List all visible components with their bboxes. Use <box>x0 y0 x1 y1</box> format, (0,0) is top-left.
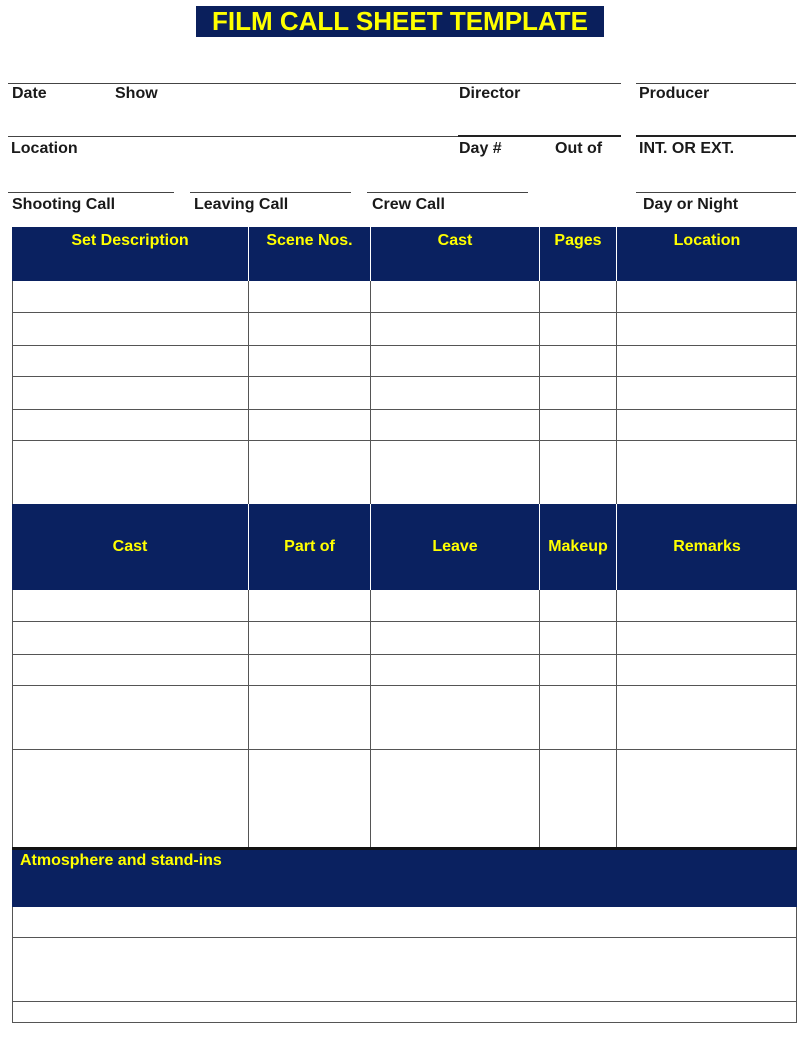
day-number-label: Day # <box>459 140 502 157</box>
header-scene-nos: Scene Nos. <box>249 227 371 281</box>
table-cell[interactable] <box>12 281 249 313</box>
row3-line-3 <box>367 192 528 193</box>
table-cell[interactable] <box>617 655 797 686</box>
table-cell[interactable] <box>12 346 249 377</box>
table-cell[interactable] <box>249 377 371 410</box>
row3-line-1 <box>8 192 174 193</box>
header-leave: Leave <box>371 504 540 590</box>
table-cell[interactable] <box>371 410 540 441</box>
table-cell[interactable] <box>371 590 540 622</box>
table-row[interactable] <box>12 750 797 847</box>
table-cell[interactable] <box>12 622 249 655</box>
table-row[interactable] <box>12 441 797 504</box>
table-cell[interactable] <box>617 590 797 622</box>
table-cell[interactable] <box>12 686 249 750</box>
table-cell[interactable] <box>540 750 617 847</box>
location-label: Location <box>11 140 78 157</box>
table-cell[interactable] <box>12 750 249 847</box>
table-cell[interactable] <box>540 441 617 504</box>
day-night-label: Day or Night <box>643 196 739 213</box>
table-row[interactable] <box>12 313 797 346</box>
scene-table <box>12 227 797 504</box>
table-cell[interactable] <box>540 655 617 686</box>
out-of-label: Out of <box>555 140 603 157</box>
cast-table-header <box>12 504 797 590</box>
cast-table <box>12 504 797 847</box>
table-row[interactable] <box>12 346 797 377</box>
table-cell[interactable] <box>249 655 371 686</box>
table-cell[interactable] <box>249 410 371 441</box>
table-row[interactable] <box>12 377 797 410</box>
header-makeup: Makeup <box>540 504 617 590</box>
header-part-of: Part of <box>249 504 371 590</box>
atmosphere-cell[interactable] <box>12 907 797 938</box>
leaving-call-label: Leaving Call <box>194 196 289 213</box>
header-set-description: Set Description <box>12 227 249 281</box>
table-cell[interactable] <box>371 655 540 686</box>
table-cell[interactable] <box>371 686 540 750</box>
table-cell[interactable] <box>617 410 797 441</box>
table-cell[interactable] <box>249 590 371 622</box>
table-cell[interactable] <box>371 622 540 655</box>
table-row[interactable] <box>12 622 797 655</box>
table-cell[interactable] <box>617 686 797 750</box>
table-cell[interactable] <box>540 377 617 410</box>
table-cell[interactable] <box>371 377 540 410</box>
atmosphere-row[interactable] <box>12 907 797 938</box>
table-cell[interactable] <box>12 655 249 686</box>
row3-line-2 <box>190 192 351 193</box>
row1-line-right <box>636 83 796 84</box>
table-row[interactable] <box>12 686 797 750</box>
table-row[interactable] <box>12 655 797 686</box>
header-cast: Cast <box>371 227 540 281</box>
table-cell[interactable] <box>249 750 371 847</box>
director-label: Director <box>459 85 521 102</box>
table-cell[interactable] <box>371 313 540 346</box>
header-location: Location <box>673 232 741 249</box>
date-label: Date <box>12 85 47 102</box>
row3-line-4 <box>636 192 796 193</box>
table-cell[interactable] <box>540 590 617 622</box>
table-row[interactable] <box>12 281 797 313</box>
crew-call-label: Crew Call <box>372 196 445 213</box>
table-row[interactable] <box>12 410 797 441</box>
table-cell[interactable] <box>617 377 797 410</box>
table-cell[interactable] <box>12 590 249 622</box>
header-remarks: Remarks <box>673 538 741 555</box>
atmosphere-label: Atmosphere and stand-ins <box>20 852 222 869</box>
table-cell[interactable] <box>540 410 617 441</box>
row1-line-left <box>8 83 621 84</box>
table-cell[interactable] <box>371 346 540 377</box>
table-cell[interactable] <box>12 377 249 410</box>
table-cell[interactable] <box>617 750 797 847</box>
atmosphere-row[interactable] <box>12 938 797 1002</box>
atmosphere-header <box>12 847 797 907</box>
producer-label: Producer <box>639 85 710 102</box>
table-cell[interactable] <box>12 441 249 504</box>
table-cell[interactable] <box>12 410 249 441</box>
row2-line-right <box>636 135 796 137</box>
table-cell[interactable] <box>12 313 249 346</box>
table-cell[interactable] <box>617 346 797 377</box>
show-label: Show <box>115 85 158 102</box>
table-row[interactable] <box>12 590 797 622</box>
table-cell[interactable] <box>540 281 617 313</box>
table-cell[interactable] <box>249 686 371 750</box>
table-cell[interactable] <box>540 622 617 655</box>
header-cast-name: Cast <box>12 504 249 590</box>
atmosphere-cell[interactable] <box>12 938 797 1002</box>
atmosphere-cell[interactable] <box>12 1002 797 1023</box>
table-cell[interactable] <box>540 346 617 377</box>
table-cell[interactable] <box>249 622 371 655</box>
header-pages: Pages <box>540 227 617 281</box>
table-cell[interactable] <box>371 750 540 847</box>
table-cell[interactable] <box>249 281 371 313</box>
atmosphere-section <box>12 847 797 1023</box>
scene-table-header <box>12 227 797 281</box>
table-cell[interactable] <box>540 313 617 346</box>
table-cell[interactable] <box>617 441 797 504</box>
shooting-call-label: Shooting Call <box>12 196 116 213</box>
table-cell[interactable] <box>371 441 540 504</box>
table-cell[interactable] <box>249 346 371 377</box>
table-cell[interactable] <box>249 441 371 504</box>
row2-line-mid <box>458 135 621 137</box>
table-cell[interactable] <box>617 313 797 346</box>
page-title: FILM CALL SHEET TEMPLATE <box>196 6 604 37</box>
table-cell[interactable] <box>371 281 540 313</box>
table-cell[interactable] <box>617 281 797 313</box>
table-cell[interactable] <box>249 313 371 346</box>
table-cell[interactable] <box>540 686 617 750</box>
int-ext-label: INT. OR EXT. <box>639 140 735 157</box>
atmosphere-row[interactable] <box>12 1002 797 1023</box>
table-cell[interactable] <box>617 622 797 655</box>
row2-line-left <box>8 136 458 137</box>
